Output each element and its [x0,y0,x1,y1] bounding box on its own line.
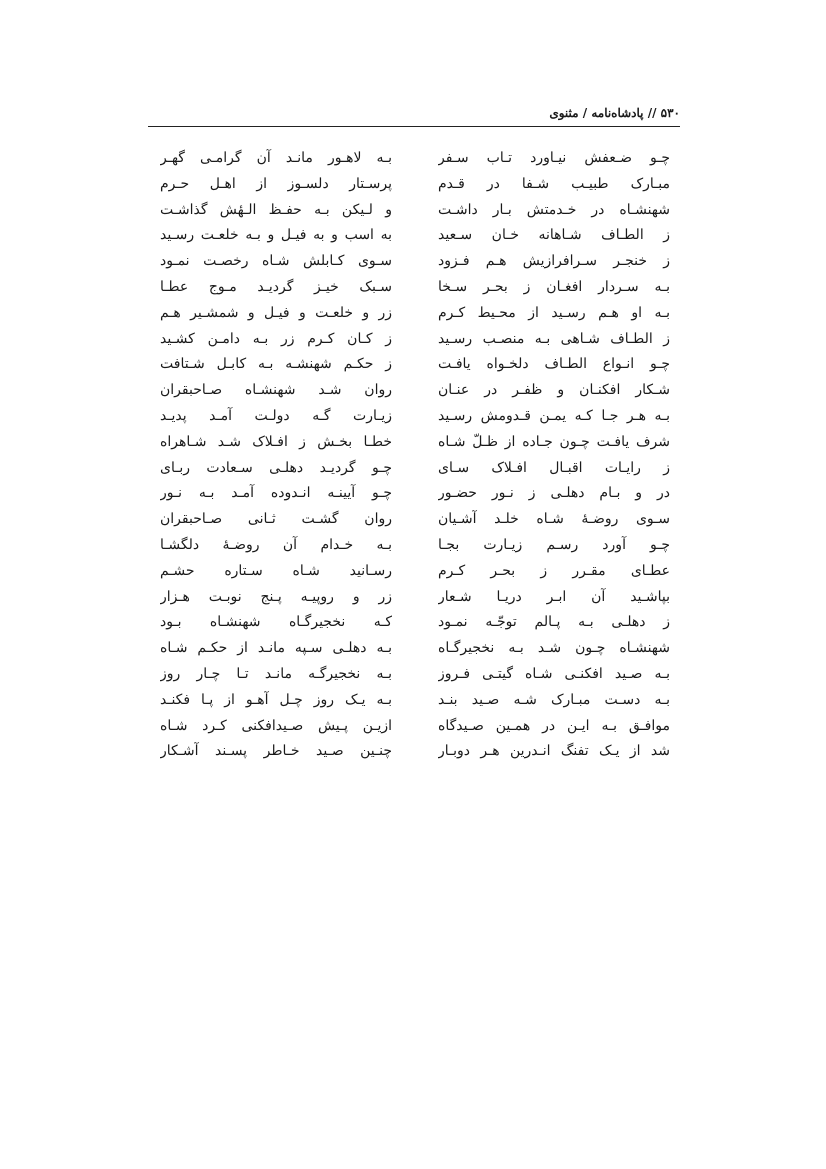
couplet [160,559,670,585]
hemistich-first: بـه دسـت مبـارک شـه صـید بنـد [438,691,670,708]
hemistich-second: کـه نخجیرگـاه شهنشـاه بـود [160,614,392,631]
hemistich-second: روان گشـت ثـانی صـاحبقران [160,511,392,528]
hemistich-first: سـوی روضـهٔ شـاه خلـد آشـیان [438,511,670,528]
hemistich-first: شد از یـک تفنگ انـدرین هـر دوبـار [438,743,670,760]
hemistich-first: بپاشـید آن ابـر دریـا شـعار [438,588,670,605]
hemistich-first: چـو آورد رسـم زیـارت بجـا [438,536,670,553]
hemistich-first: مبـارک طبیـب شـفا در قـدم [438,175,670,192]
hemistich-second: خطـا بخـش ز افـلاک شـد شـاهراه [160,433,392,450]
hemistich-first: شـکار افکنـان و ظفـر در عنـان [438,382,670,399]
hemistich-first: بـه او هـم رسـید از محـیط کـرم [438,304,670,321]
couplet [160,352,670,378]
page-header: ۵۳۰ // پادشاه‌نامه / مثنوی [549,106,680,120]
couplet [160,507,670,533]
hemistich-second: زر و خلعـت و فیـل و شمشـیر هـم [160,304,392,321]
hemistich-second: سـبک خیـز گردیـد مـوج عطـا [160,278,392,295]
hemistich-second: رسـانید شـاه سـتاره حشـم [160,562,392,579]
couplet [160,739,670,765]
hemistich-second: زیـارت گـه دولـت آمـد پدیـد [160,407,392,424]
hemistich-first: بـه سـردار افغـان ز بحـر سـخا [438,278,670,295]
couplet [160,662,670,688]
hemistich-second: ز کـان کـرم زر بـه دامـن کشـید [160,330,392,347]
couplet [160,327,670,353]
hemistich-second: ز حکـم شهنشـه بـه کابـل شـتافت [160,356,392,373]
couplet [160,610,670,636]
header-rule [148,126,680,127]
couplet [160,714,670,740]
hemistich-second: و لـیکن بـه حفـظ الـهٔش گذاشـت [160,201,392,218]
hemistich-first: بـه هـر جـا کـه یمـن قـدومش رسـید [438,407,670,424]
couplet [160,301,670,327]
hemistich-first: چـو انـواع الطـاف دلخـواه یافـت [438,356,670,373]
hemistich-first: ز الطـاف شـاهانه خـان سـعید [438,227,670,244]
hemistich-second: ازیـن پـیش صـیدافکنی کـرد شـاه [160,717,392,734]
hemistich-first: شرف یافـت چـون جـاده از ظـلّ شـاه [438,433,670,450]
couplet [160,249,670,275]
couplet [160,275,670,301]
couplet [160,404,670,430]
hemistich-second: چـو آیینـه انـدوده آمـد بـه نـور [160,485,392,502]
hemistich-first: ز دهلـی بـه پـالم توجّـه نمـود [438,614,670,631]
hemistich-first: شهنشـاه چـون شـد بـه نخجیرگـاه [438,640,670,657]
hemistich-first: ز رایـات اقبـال افـلاک سـای [438,459,670,476]
hemistich-second: چنـین صـید خـاطر پسـند آشـکار [160,743,392,760]
hemistich-second: بـه نخجیرگـه مانـد تـا چـار روز [160,665,392,682]
couplet [160,481,670,507]
hemistich-first: بـه صـید افکنـی شـاه گیتـی فـروز [438,665,670,682]
couplet [160,585,670,611]
hemistich-second: بـه یـک روز چـل آهـو از پـا فکنـد [160,691,392,708]
couplet [160,533,670,559]
couplet [160,456,670,482]
couplet [160,223,670,249]
hemistich-second: بـه لاهـور مانـد آن گرامـی گهـر [160,150,392,166]
hemistich-second: روان شـد شهنشـاه صـاحبقران [160,382,392,399]
hemistich-second: به اسب و به فیـل و بـه خلعـت رسـید [160,227,392,244]
poem-body [160,146,670,765]
couplet [160,430,670,456]
couplet [160,378,670,404]
hemistich-second: پرسـتار دلسـوز از اهـل حـرم [160,175,392,192]
hemistich-first: ز خنجـر سـرافرازیش هـم فـزود [438,253,670,270]
hemistich-first: چـو ضـعفش نیـاورد تـاب سـفر [438,150,670,166]
couplet [160,198,670,224]
hemistich-second: زر و روپیـه پـنج نوبـت هـزار [160,588,392,605]
hemistich-second: سـوی کـابلش شـاه رخصـت نمـود [160,253,392,270]
hemistich-first: در و بـام دهلـی ز نـور حضـور [438,485,670,502]
hemistich-second: بـه خـدام آن روضـهٔ دلگشـا [160,536,392,553]
hemistich-second: چـو گردیـد دهلـی سـعادت ربـای [160,459,392,476]
hemistich-second: بـه دهلـی سـپه مانـد از حکـم شـاه [160,640,392,657]
hemistich-first: شهنشـاه در خـدمتش بـار داشـت [438,201,670,218]
hemistich-first: عطـای مقـرر ز بحـر کـرم [438,562,670,579]
couplet [160,172,670,198]
couplet [160,636,670,662]
couplet [160,688,670,714]
hemistich-first: موافـق بـه ایـن در همـین صـیدگاه [438,717,670,734]
couplet [160,146,670,172]
hemistich-first: ز الطـاف شـاهی بـه منصـب رسـید [438,330,670,347]
